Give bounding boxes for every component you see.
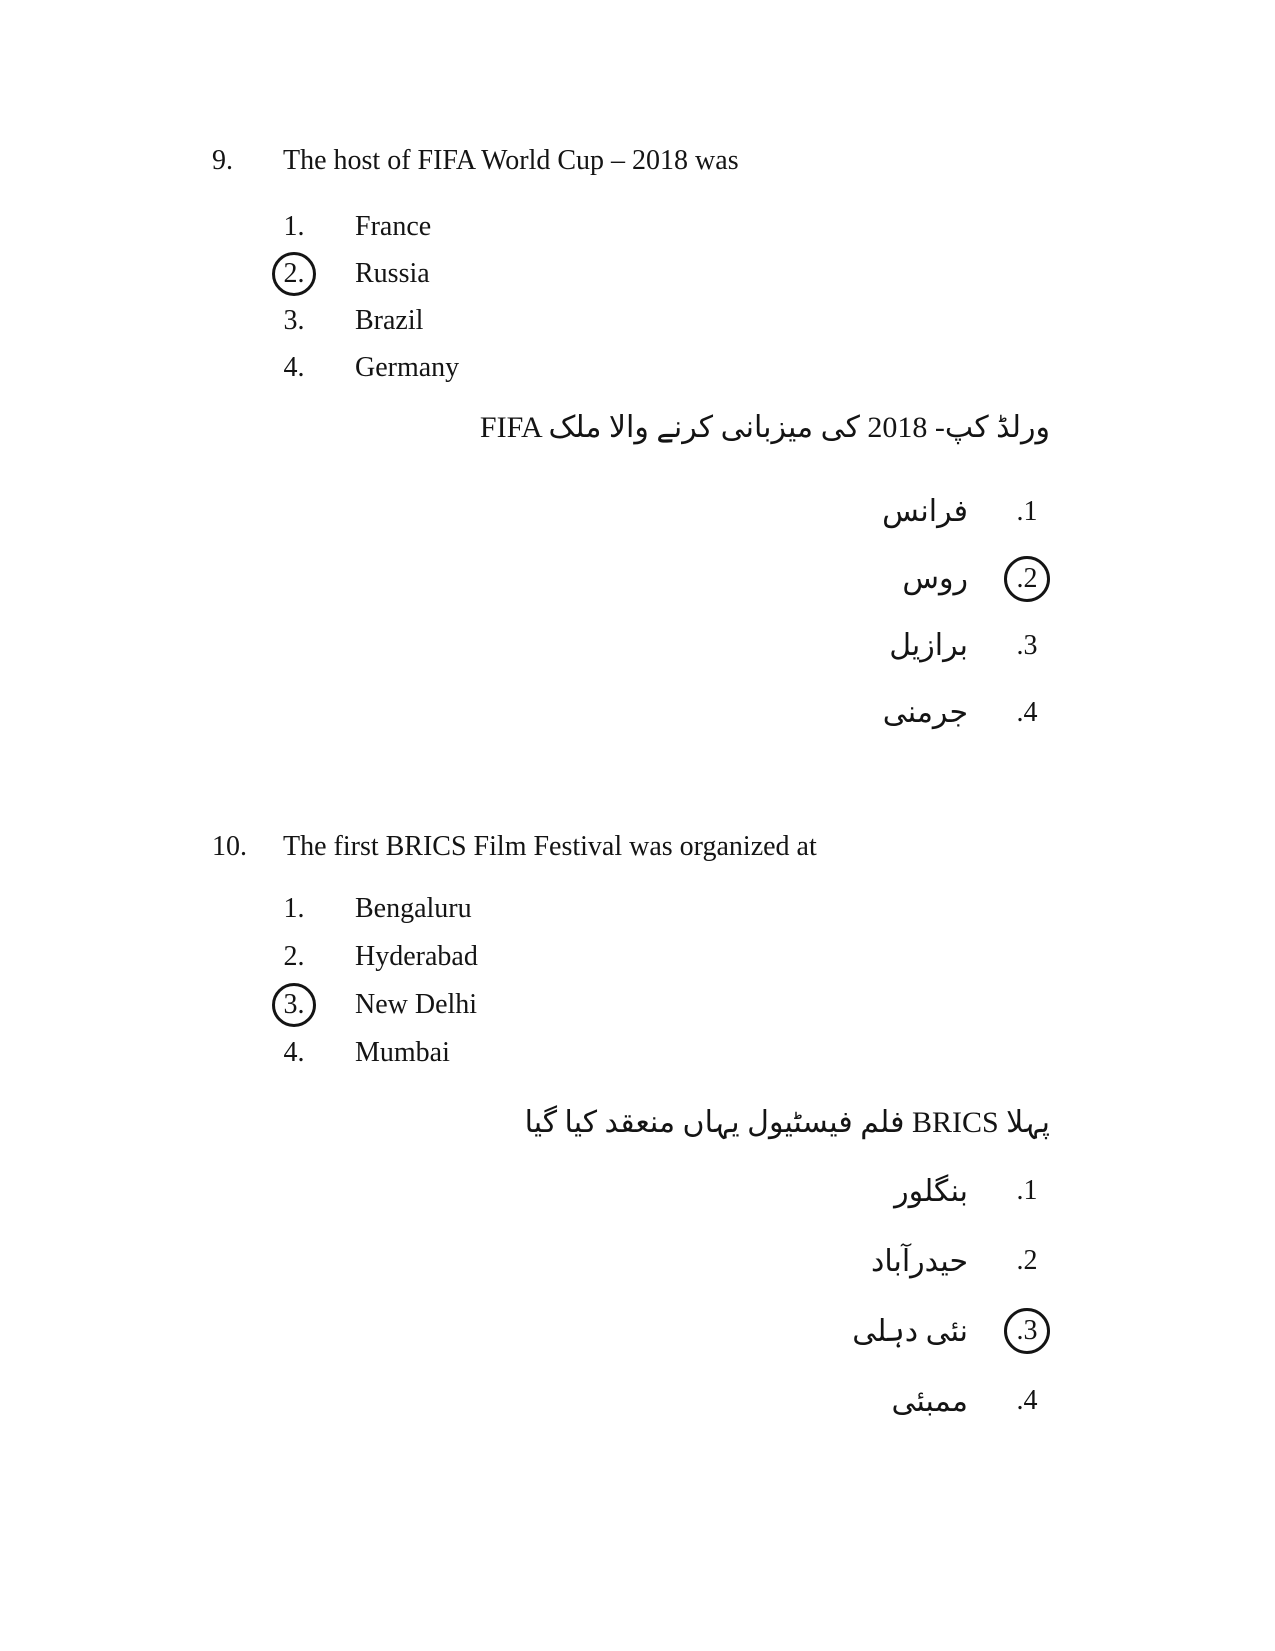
option-number-wrap <box>283 983 355 1027</box>
option-row <box>283 344 459 391</box>
option-label: Brazil <box>355 304 424 336</box>
option-number: 1. <box>1016 1175 1038 1206</box>
question-text-en: The first BRICS Film Festival was organized at <box>283 831 817 862</box>
question-text-en: The host of FIFA World Cup – 2018 was <box>283 145 739 176</box>
option-number: 2. <box>283 941 305 972</box>
option-number-wrap <box>283 935 355 979</box>
option-number: 3. <box>1016 629 1038 661</box>
option-number-wrap <box>283 205 355 249</box>
option-row-urdu <box>852 1296 1050 1366</box>
option-number: 1. <box>283 210 305 242</box>
answer-circle: 2. <box>272 252 316 296</box>
option-label-urdu: روس <box>902 562 968 595</box>
option-number: 4. <box>283 1037 305 1068</box>
option-label-urdu: ممبئی <box>891 1384 968 1418</box>
option-row-urdu <box>852 1366 1050 1436</box>
option-row <box>283 1029 478 1077</box>
option-row-urdu <box>852 1156 1050 1226</box>
option-number: 1. <box>1016 495 1038 527</box>
option-number: 1. <box>283 893 305 924</box>
option-label-urdu: حیدرآباد <box>870 1244 968 1278</box>
option-number-wrap <box>283 1031 355 1075</box>
answer-circle: 3. <box>1004 1308 1050 1354</box>
question-number: 9. <box>212 145 233 176</box>
option-number: 4. <box>1016 1385 1038 1416</box>
question-10-header <box>212 827 817 867</box>
option-label: Mumbai <box>355 1037 450 1068</box>
option-label-urdu: نئی دہلی <box>852 1314 968 1348</box>
option-row <box>283 981 478 1029</box>
option-label-urdu: جرمنی <box>882 696 968 729</box>
option-row-urdu <box>882 545 1050 612</box>
option-row <box>283 297 459 344</box>
option-number-wrap <box>283 346 355 390</box>
option-number-wrap <box>283 887 355 931</box>
question-9-header <box>212 141 739 181</box>
option-label-urdu: فرانس <box>882 495 968 528</box>
option-row-urdu <box>882 478 1050 545</box>
option-row <box>283 933 478 981</box>
question-10-options-urdu <box>852 1156 1050 1436</box>
option-number-wrap <box>283 252 355 296</box>
question-9-options-en <box>283 203 459 391</box>
option-label: France <box>355 210 432 242</box>
option-label: New Delhi <box>355 989 478 1020</box>
option-number-wrap <box>283 299 355 343</box>
option-row-urdu <box>852 1226 1050 1296</box>
option-label: Hyderabad <box>355 941 478 972</box>
option-label: Germany <box>355 351 460 383</box>
option-label: Bengaluru <box>355 893 472 924</box>
question-9-options-urdu <box>882 478 1050 746</box>
answer-circle: 3. <box>272 983 316 1027</box>
option-row <box>283 885 478 933</box>
question-10-options-en <box>283 885 478 1077</box>
option-number: 3. <box>283 304 305 336</box>
option-row <box>283 203 459 250</box>
option-number: 4. <box>283 351 305 383</box>
question-number: 10. <box>212 831 247 862</box>
question-text-urdu: پہلا BRICS فلم فیسٹیول یہاں منعقد کیا گیا <box>524 1106 1050 1139</box>
option-label-urdu: برازیل <box>889 629 968 662</box>
option-label-urdu: بنگلور <box>894 1174 968 1208</box>
option-label: Russia <box>355 257 430 289</box>
answer-circle: 2. <box>1004 556 1050 602</box>
option-row <box>283 250 459 297</box>
option-row-urdu <box>882 612 1050 679</box>
option-number: 2. <box>1016 1245 1038 1276</box>
question-text-urdu: FIFA ورلڈ کپ- 2018 کی میزبانی کرنے والا ملک <box>479 411 1050 444</box>
option-number: 4. <box>1016 696 1038 728</box>
option-row-urdu <box>882 679 1050 746</box>
